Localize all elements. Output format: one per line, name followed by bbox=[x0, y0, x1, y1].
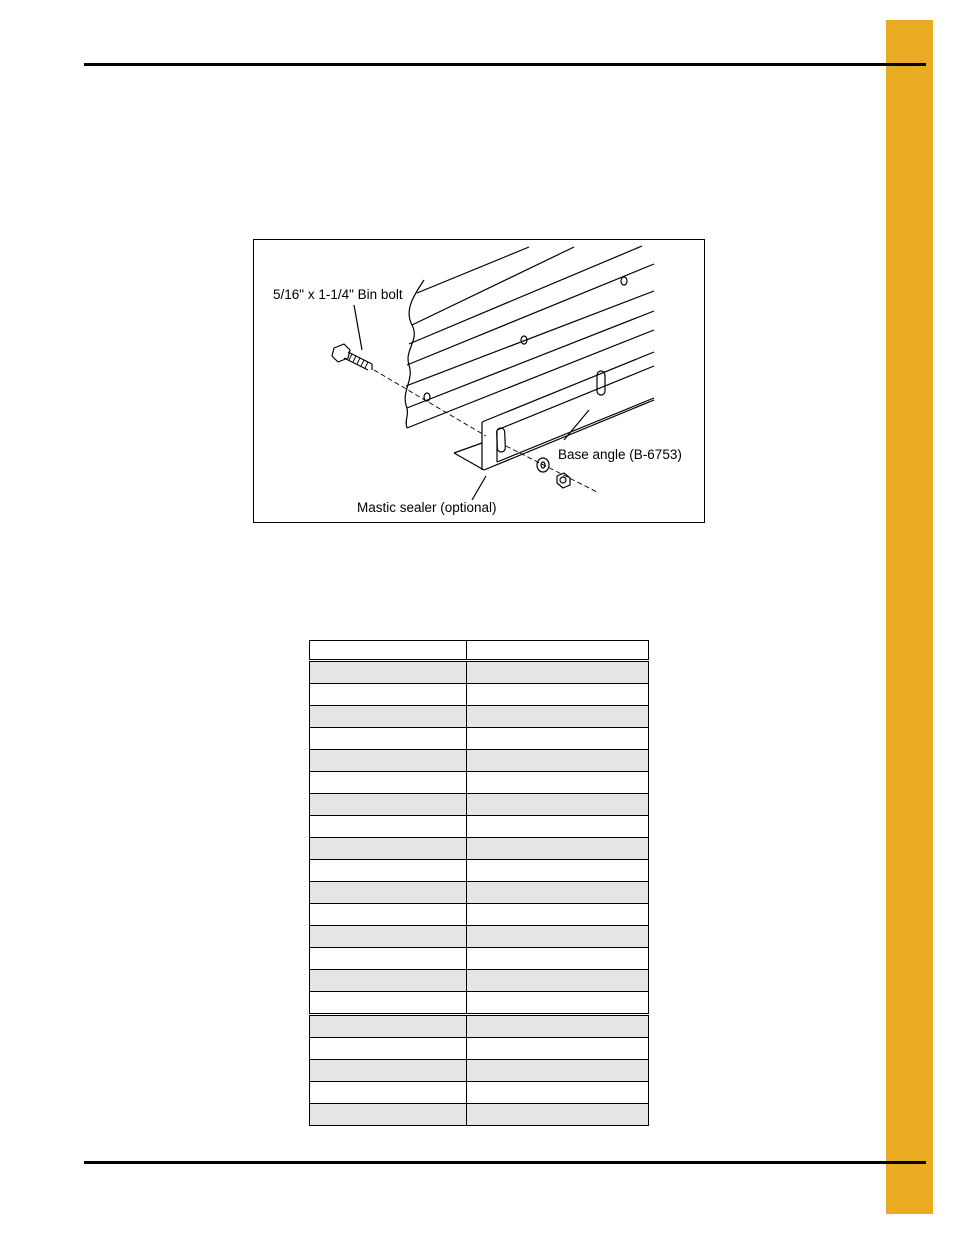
table-row bbox=[310, 882, 649, 904]
table-row bbox=[310, 1015, 649, 1038]
section-tab bbox=[886, 20, 933, 1214]
table-row bbox=[310, 684, 649, 706]
table-cell bbox=[310, 992, 467, 1015]
table-row bbox=[310, 794, 649, 816]
table-cell bbox=[467, 1015, 649, 1038]
table-cell bbox=[467, 860, 649, 882]
table-cell bbox=[310, 661, 467, 684]
table-cell bbox=[310, 948, 467, 970]
table-row bbox=[310, 926, 649, 948]
table-cell bbox=[310, 1082, 467, 1104]
table-cell bbox=[310, 816, 467, 838]
table-cell bbox=[310, 706, 467, 728]
header-cell bbox=[310, 641, 467, 661]
table-row bbox=[310, 1104, 649, 1126]
table-cell bbox=[467, 661, 649, 684]
table-row bbox=[310, 661, 649, 684]
bolt-diagram-figure bbox=[253, 239, 705, 523]
table-cell bbox=[310, 926, 467, 948]
table-cell bbox=[467, 926, 649, 948]
table-cell bbox=[467, 1082, 649, 1104]
header-cell bbox=[467, 641, 649, 661]
table-row bbox=[310, 948, 649, 970]
table-cell bbox=[310, 794, 467, 816]
sheet-cut-edge bbox=[405, 280, 424, 428]
table-cell bbox=[310, 684, 467, 706]
table-cell bbox=[467, 882, 649, 904]
table-cell bbox=[467, 1104, 649, 1126]
table-cell bbox=[467, 992, 649, 1015]
table-cell bbox=[467, 948, 649, 970]
table-row bbox=[310, 816, 649, 838]
table-cell bbox=[467, 838, 649, 860]
table-cell bbox=[310, 904, 467, 926]
table-cell bbox=[310, 970, 467, 992]
bolt-callout: 5/16" x 1-1/4" Bin bolt bbox=[273, 287, 403, 302]
table-cell bbox=[310, 750, 467, 772]
table-row bbox=[310, 1038, 649, 1060]
table-cell bbox=[467, 794, 649, 816]
table-row bbox=[310, 750, 649, 772]
table-cell bbox=[310, 1104, 467, 1126]
table-row bbox=[310, 1060, 649, 1082]
mastic-sealer-callout: Mastic sealer (optional) bbox=[357, 500, 497, 515]
table-row bbox=[310, 970, 649, 992]
table-cell bbox=[310, 728, 467, 750]
table-row bbox=[310, 1082, 649, 1104]
table-cell bbox=[467, 904, 649, 926]
table-cell bbox=[467, 816, 649, 838]
header-rule bbox=[84, 63, 926, 66]
table-cell bbox=[310, 772, 467, 794]
table-row bbox=[310, 728, 649, 750]
table-cell bbox=[310, 1015, 467, 1038]
base-angle-callout: Base angle (B-6753) bbox=[558, 447, 682, 462]
table-cell bbox=[467, 772, 649, 794]
table-cell bbox=[467, 706, 649, 728]
table-cell bbox=[310, 882, 467, 904]
table-cell bbox=[467, 684, 649, 706]
table-cell bbox=[467, 1060, 649, 1082]
table-header-row bbox=[310, 641, 649, 661]
table-cell bbox=[310, 838, 467, 860]
table-row bbox=[310, 992, 649, 1015]
table-cell bbox=[467, 970, 649, 992]
table-row bbox=[310, 838, 649, 860]
table-cell bbox=[310, 1060, 467, 1082]
table-row bbox=[310, 860, 649, 882]
table-row bbox=[310, 772, 649, 794]
footer-rule bbox=[84, 1161, 926, 1164]
table-cell bbox=[310, 1038, 467, 1060]
table-cell bbox=[467, 1038, 649, 1060]
table-row bbox=[310, 706, 649, 728]
table-cell bbox=[467, 728, 649, 750]
table-body bbox=[310, 661, 649, 1126]
parts-table bbox=[309, 640, 649, 1126]
base-angle-illustration bbox=[254, 240, 704, 522]
table-cell bbox=[467, 750, 649, 772]
table-row bbox=[310, 904, 649, 926]
table-cell bbox=[310, 860, 467, 882]
